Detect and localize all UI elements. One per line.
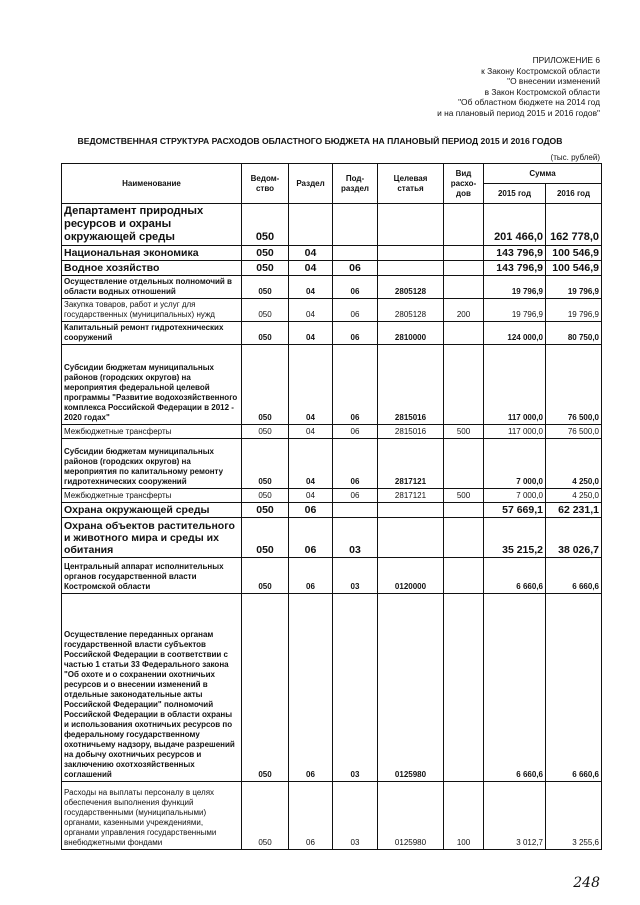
cell-section: 04 [289, 322, 333, 345]
cell-dept: 050 [242, 322, 289, 345]
cell-section [289, 204, 333, 246]
header-dept: Ведом-ство [242, 164, 289, 204]
cell-type [444, 322, 484, 345]
cell-name: Охрана объектов растительного и животного мира и среды их обитания [62, 518, 242, 558]
cell-target: 2805128 [378, 299, 444, 322]
cell-subsection: 06 [333, 261, 378, 276]
cell-dept: 050 [242, 261, 289, 276]
cell-name: Межбюджетные трансферты [62, 425, 242, 439]
cell-y2016: 4 250,0 [546, 489, 602, 503]
cell-subsection: 06 [333, 322, 378, 345]
cell-y2015: 7 000,0 [484, 439, 546, 489]
cell-type [444, 594, 484, 782]
cell-name: Субсидии бюджетам муниципальных районов (городских округов) на мероприятия федеральной целевой программы "Развитие водохозяйственного комплекса Российской Федерации в 2012 - 2020 годах" [62, 345, 242, 425]
cell-type [444, 261, 484, 276]
cell-target [378, 246, 444, 261]
cell-section: 04 [289, 345, 333, 425]
table-row [62, 299, 602, 322]
cell-type [444, 518, 484, 558]
cell-subsection: 06 [333, 439, 378, 489]
cell-dept: 050 [242, 246, 289, 261]
cell-type [444, 558, 484, 594]
cell-y2016: 100 546,9 [546, 261, 602, 276]
cell-subsection: 03 [333, 518, 378, 558]
cell-target [378, 204, 444, 246]
header-2015: 2015 год [484, 184, 546, 204]
table-row [62, 345, 602, 425]
cell-type [444, 503, 484, 518]
cell-y2015: 124 000,0 [484, 322, 546, 345]
cell-y2015: 19 796,9 [484, 276, 546, 299]
table-row [62, 594, 602, 782]
cell-y2016: 62 231,1 [546, 503, 602, 518]
cell-subsection: 06 [333, 299, 378, 322]
cell-dept: 050 [242, 299, 289, 322]
cell-y2015: 143 796,9 [484, 246, 546, 261]
cell-section: 06 [289, 594, 333, 782]
appendix-line: "О внесении изменений [507, 76, 600, 87]
cell-type [444, 439, 484, 489]
cell-y2015: 19 796,9 [484, 299, 546, 322]
cell-section: 04 [289, 439, 333, 489]
cell-section: 06 [289, 782, 333, 850]
cell-target: 2817121 [378, 439, 444, 489]
cell-target: 2810000 [378, 322, 444, 345]
cell-target: 2815016 [378, 345, 444, 425]
cell-type: 100 [444, 782, 484, 850]
cell-section: 06 [289, 518, 333, 558]
cell-target: 0120000 [378, 558, 444, 594]
cell-y2015: 117 000,0 [484, 345, 546, 425]
appendix-line: ПРИЛОЖЕНИЕ 6 [532, 55, 600, 65]
cell-section: 06 [289, 558, 333, 594]
cell-target: 0125980 [378, 782, 444, 850]
cell-subsection: 03 [333, 782, 378, 850]
cell-type [444, 246, 484, 261]
cell-y2016: 80 750,0 [546, 322, 602, 345]
table-row [62, 204, 602, 246]
cell-target: 0125980 [378, 594, 444, 782]
cell-y2015: 143 796,9 [484, 261, 546, 276]
cell-name: Национальная экономика [62, 246, 242, 261]
cell-y2016: 4 250,0 [546, 439, 602, 489]
cell-name: Межбюджетные трансферты [62, 489, 242, 503]
cell-y2015: 201 466,0 [484, 204, 546, 246]
appendix-line: "Об областном бюджете на 2014 год [458, 97, 600, 108]
header-name: Наименование [62, 164, 242, 204]
cell-subsection: 06 [333, 276, 378, 299]
cell-name: Расходы на выплаты персоналу в целях обеспечения выполнения функций государственными (муниципальными) органами, казенными учреждениями, органами управления государственными внебюджетными фондами [62, 782, 242, 850]
handwritten-page-number: 248 [573, 875, 600, 891]
cell-dept: 050 [242, 204, 289, 246]
header-target: Целевая статья [378, 164, 444, 204]
cell-type [444, 276, 484, 299]
cell-dept: 050 [242, 276, 289, 299]
header-2016: 2016 год [546, 184, 602, 204]
cell-dept: 050 [242, 594, 289, 782]
cell-section: 06 [289, 503, 333, 518]
cell-name: Субсидии бюджетам муниципальных районов (городских округов) на мероприятия по капитальному ремонту гидротехнических сооружений [62, 439, 242, 489]
table-row [62, 261, 602, 276]
cell-dept: 050 [242, 782, 289, 850]
cell-name: Осуществление отдельных полномочий в области водных отношений [62, 276, 242, 299]
appendix-line: и на плановый период 2015 и 2016 годов" [437, 107, 600, 118]
cell-type [444, 345, 484, 425]
cell-y2016: 76 500,0 [546, 425, 602, 439]
cell-type: 500 [444, 489, 484, 503]
cell-section: 04 [289, 299, 333, 322]
cell-y2015: 6 660,6 [484, 594, 546, 782]
appendix-line: к Закону Костромской области [481, 65, 600, 76]
cell-y2015: 7 000,0 [484, 489, 546, 503]
cell-y2016: 76 500,0 [546, 345, 602, 425]
cell-target: 2805128 [378, 276, 444, 299]
header-sum: Сумма [484, 164, 602, 184]
document-title: ВЕДОМСТВЕННАЯ СТРУКТУРА РАСХОДОВ ОБЛАСТНОГО БЮДЖЕТА НА ПЛАНОВЫЙ ПЕРИОД 2015 И 2016 ГОДОВ [77, 136, 563, 146]
header-section: Раздел [289, 164, 333, 204]
appendix-header [437, 55, 600, 119]
cell-subsection: 06 [333, 489, 378, 503]
cell-type [444, 204, 484, 246]
cell-name: Осуществление переданных органам государственной власти субъектов Российской Федерации в соответствии с частью 1 статьи 33 Федерального закона "Об охоте и о сохранении охотничьих ресурсов и о внесении изменений в отдельные законодательные акты Российской Федерации" полномочий Российской Федерации в области охраны и использования охотничьих ресурсов по федеральному государственному охотничьему надзору, выдаче разрешений на добычу охотничьих ресурсов и заключению охотхозяйственных соглашений [62, 594, 242, 782]
cell-dept: 050 [242, 439, 289, 489]
cell-section: 04 [289, 246, 333, 261]
cell-name: Департамент природных ресурсов и охраны окружающей среды [62, 204, 242, 246]
cell-y2015: 57 669,1 [484, 503, 546, 518]
cell-target: 2817121 [378, 489, 444, 503]
budget-table [61, 163, 602, 850]
cell-name: Капитальный ремонт гидротехнических сооружений [62, 322, 242, 345]
cell-section: 04 [289, 425, 333, 439]
cell-dept: 050 [242, 425, 289, 439]
appendix-line: в Закон Костромской области [484, 86, 600, 97]
header-subsection: Под-раздел [333, 164, 378, 204]
table-row [62, 439, 602, 489]
cell-name: Центральный аппарат исполнительных органов государственной власти Костромской области [62, 558, 242, 594]
cell-y2016: 19 796,9 [546, 299, 602, 322]
cell-subsection [333, 503, 378, 518]
cell-subsection: 06 [333, 345, 378, 425]
cell-dept: 050 [242, 489, 289, 503]
cell-dept: 050 [242, 345, 289, 425]
table-row [62, 322, 602, 345]
table-row [62, 246, 602, 261]
cell-section: 04 [289, 261, 333, 276]
cell-name: Закупка товаров, работ и услуг для государственных (муниципальных) нужд [62, 299, 242, 322]
units-label: (тыс. рублей) [550, 153, 600, 162]
cell-target: 2815016 [378, 425, 444, 439]
table-row [62, 503, 602, 518]
cell-y2016: 100 546,9 [546, 246, 602, 261]
cell-target [378, 503, 444, 518]
cell-y2015: 3 012,7 [484, 782, 546, 850]
cell-target [378, 518, 444, 558]
table-row [62, 518, 602, 558]
cell-y2016: 19 796,9 [546, 276, 602, 299]
table-body [62, 204, 602, 850]
table-row [62, 276, 602, 299]
cell-dept: 050 [242, 503, 289, 518]
table-row [62, 782, 602, 850]
cell-type: 500 [444, 425, 484, 439]
cell-name: Водное хозяйство [62, 261, 242, 276]
cell-target [378, 261, 444, 276]
table-row [62, 558, 602, 594]
cell-subsection [333, 246, 378, 261]
table-row [62, 489, 602, 503]
cell-y2015: 6 660,6 [484, 558, 546, 594]
cell-y2015: 35 215,2 [484, 518, 546, 558]
cell-y2016: 6 660,6 [546, 594, 602, 782]
cell-subsection: 03 [333, 558, 378, 594]
cell-section: 04 [289, 276, 333, 299]
cell-dept: 050 [242, 558, 289, 594]
header-type: Вид расхо-дов [444, 164, 484, 204]
cell-subsection: 06 [333, 425, 378, 439]
table-row [62, 425, 602, 439]
cell-subsection: 03 [333, 594, 378, 782]
cell-section: 04 [289, 489, 333, 503]
cell-y2015: 117 000,0 [484, 425, 546, 439]
cell-type: 200 [444, 299, 484, 322]
cell-subsection [333, 204, 378, 246]
cell-y2016: 38 026,7 [546, 518, 602, 558]
cell-y2016: 3 255,6 [546, 782, 602, 850]
cell-name: Охрана окружающей среды [62, 503, 242, 518]
cell-y2016: 162 778,0 [546, 204, 602, 246]
cell-y2016: 6 660,6 [546, 558, 602, 594]
cell-dept: 050 [242, 518, 289, 558]
